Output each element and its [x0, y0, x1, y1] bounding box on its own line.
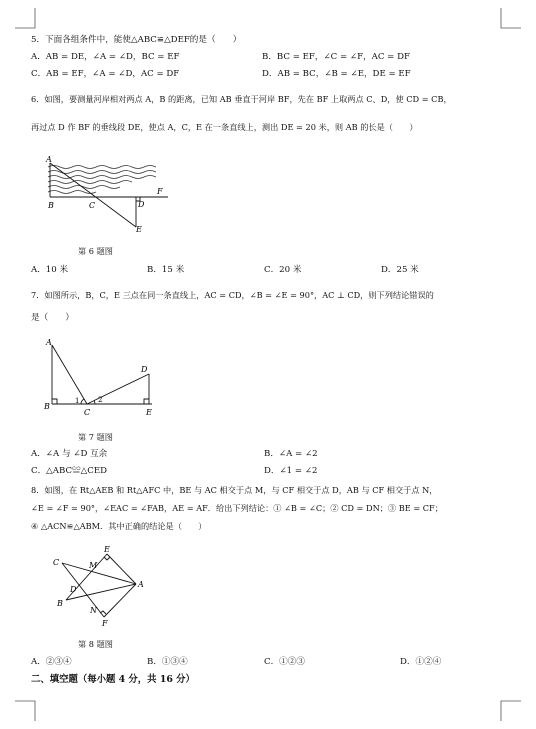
segment-ba [66, 584, 136, 600]
q7-option-a: A．∠A 与 ∠D 互余 [31, 449, 108, 459]
label-c: C [53, 558, 60, 567]
q6-option-d: D．25 米 [381, 265, 419, 275]
q8-stem-line3: ④ △ACN≌△ABM．其中正确的结论是（ ） [31, 521, 207, 531]
label-f: F [157, 187, 163, 196]
river-waves [48, 166, 156, 194]
q5-option-a: A．AB = DE，∠A = ∠D，BC = EF [31, 52, 180, 62]
label-m: M [89, 561, 98, 570]
q6-stem-line1: 6．如图，要测量河岸相对两点 A，B 的距离，已知 AB 垂直于河岸 BF，先在 BF 上取两点 C、D，使 CD = CB， [31, 94, 452, 104]
label-b: B [44, 402, 50, 411]
segment-ae [50, 163, 136, 227]
q8-figure [40, 543, 160, 628]
label-e: E [136, 225, 142, 233]
label-d: D [141, 365, 148, 374]
right-angle-e [144, 399, 149, 404]
label-a: A [46, 338, 52, 347]
label-b: B [57, 599, 63, 608]
q7-figure [40, 336, 160, 421]
q5-option-d: D．AB = BC，∠B = ∠E，DE = EF [262, 69, 411, 79]
q6-option-b: B．15 米 [147, 265, 185, 275]
label-angle-1: 1 [75, 397, 80, 405]
q7-stem-line2: 是（ ） [31, 313, 74, 323]
label-n: N [90, 606, 97, 615]
q7-caption: 第 7 题图 [78, 432, 113, 442]
q8-option-c: C．①②③ [264, 657, 305, 667]
q6-stem-line2: 再过点 D 作 BF 的垂线段 DE，使点 A，C，E 在一条直线上，测出 DE = 20 米，则 AB 的长是（ ） [31, 122, 418, 132]
label-e: E [146, 408, 152, 417]
segment-cd [87, 374, 149, 404]
q6-figure [40, 153, 180, 233]
q5-option-b: B．BC = EF，∠C = ∠F，AC = DF [262, 52, 410, 62]
q7-option-d: D．∠1 = ∠2 [264, 466, 318, 476]
label-d: D [138, 200, 145, 209]
q8-stem-line1: 8．如图，在 Rt△AEB 和 Rt△AFC 中，BE 与 AC 相交于点 M，与 CF 相交于点 D，AB 与 CF 相交于点 N， [31, 485, 438, 495]
section-heading: 二、填空题（每小题 4 分，共 16 分） [31, 674, 195, 685]
label-c: C [89, 201, 96, 210]
q6-option-c: C．20 米 [264, 265, 302, 275]
segment-ca [62, 563, 136, 584]
q8-option-b: B．①③④ [147, 657, 188, 667]
q8-option-d: D．①②④ [400, 657, 442, 667]
angle-arc-2 [94, 401, 95, 405]
q5-stem: 5．下面各组条件中，能使△ABC≌△DEF的是（ ） [31, 35, 242, 45]
label-d: D [70, 585, 77, 594]
label-a: A [46, 155, 52, 164]
q7-option-b: B．∠A = ∠2 [264, 449, 318, 459]
q7-option-c: C．△ABC≌△CED [31, 466, 107, 476]
label-e: E [104, 545, 110, 554]
label-angle-2: 2 [98, 396, 103, 404]
right-angle-b [52, 399, 57, 404]
segment-ac [52, 345, 87, 404]
right-angle-e [104, 557, 110, 560]
q8-caption: 第 8 题图 [78, 639, 113, 649]
q5-option-c: C．AB = EF，∠A = ∠D，AC = DF [31, 69, 180, 79]
q7-stem-line1: 7．如图所示，B，C，E 三点在同一条直线上，AC = CD，∠B = ∠E = 90°，AC ⊥ CD，则下列结论错误的 [31, 290, 434, 300]
q6-caption: 第 6 题图 [78, 246, 113, 256]
segment-af [104, 584, 136, 617]
segment-cf [62, 563, 104, 617]
angle-arc-1 [81, 399, 84, 404]
q8-option-a: A．②③④ [31, 657, 72, 667]
q6-option-a: A．10 米 [31, 265, 69, 275]
q8-stem-line2: ∠E = ∠F = 90°，∠EAC = ∠FAB，AE = AF．给出下列结论：① ∠B = ∠C；② CD = DN；③ BE = CF； [31, 503, 443, 513]
label-f: F [102, 619, 108, 628]
label-c: C [84, 408, 91, 417]
label-b: B [48, 201, 54, 210]
label-a: A [138, 580, 144, 589]
